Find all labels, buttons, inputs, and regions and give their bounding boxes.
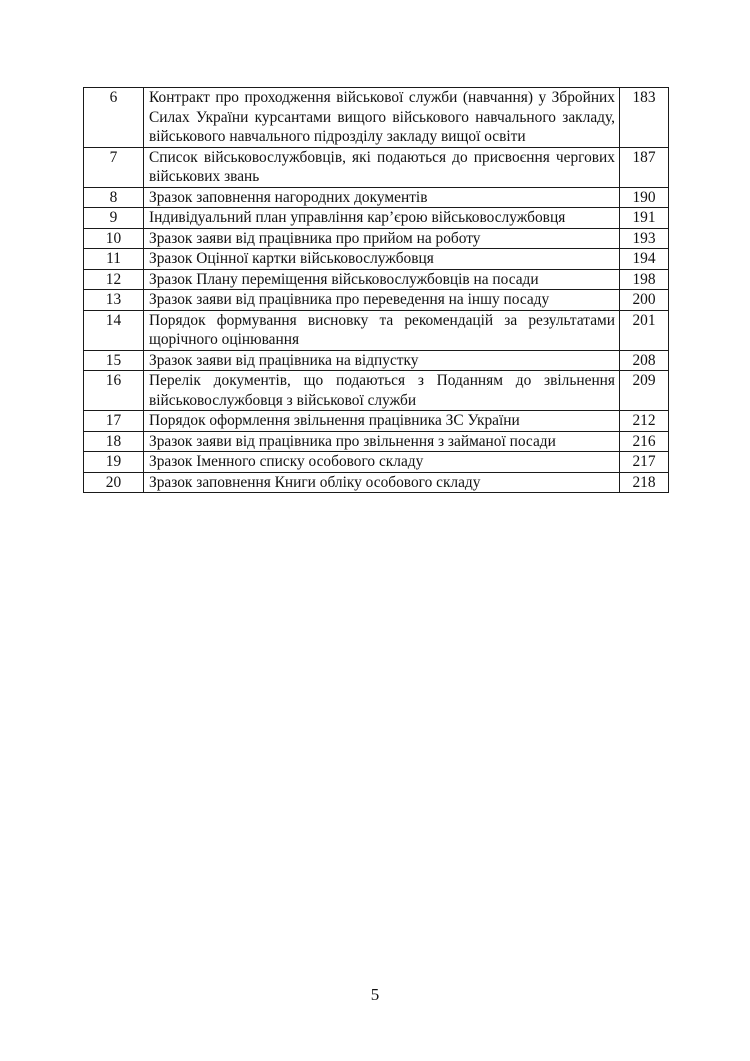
row-page: 218 [620,472,669,493]
row-number: 7 [84,147,144,187]
row-page: 201 [620,310,669,350]
row-page: 194 [620,249,669,270]
row-title: Індивідуальний план управління кар’єрою військовослужбовця [144,208,620,229]
row-number: 14 [84,310,144,350]
row-title: Зразок заяви від працівника на відпустку [144,350,620,371]
row-title: Зразок заяви від працівника про прийом на роботу [144,228,620,249]
row-title: Зразок Іменного списку особового складу [144,452,620,473]
row-title: Зразок Плану переміщення військовослужбовців на посади [144,269,620,290]
row-title: Список військовослужбовців, які подаються до присвоєння чергових військових звань [144,147,620,187]
table-row [84,371,669,411]
row-title: Контракт про проходження військової служби (навчання) у Збройних Силах України курсантами вищого військового навчального закладу, військового навчального підрозділу закладу вищої освіти [144,88,620,148]
row-number: 12 [84,269,144,290]
row-page: 208 [620,350,669,371]
table-row [84,290,669,311]
row-title: Порядок оформлення звільнення працівника ЗС України [144,411,620,432]
row-number: 17 [84,411,144,432]
row-title: Перелік документів, що подаються з Поданням до звільнення військовослужбовця з військової служби [144,371,620,411]
row-title: Зразок заповнення нагородних документів [144,187,620,208]
row-page: 209 [620,371,669,411]
row-number: 11 [84,249,144,270]
table-row [84,187,669,208]
toc-body [84,88,669,493]
row-page: 190 [620,187,669,208]
table-row [84,452,669,473]
row-number: 8 [84,187,144,208]
table-row [84,269,669,290]
row-number: 13 [84,290,144,311]
row-page: 216 [620,431,669,452]
row-number: 19 [84,452,144,473]
row-page: 212 [620,411,669,432]
row-page: 191 [620,208,669,229]
row-page: 217 [620,452,669,473]
row-number: 18 [84,431,144,452]
table-row [84,431,669,452]
page-number: 5 [370,985,380,1004]
table-row [84,350,669,371]
table-row [84,249,669,270]
table-row [84,310,669,350]
table-row [84,472,669,493]
row-title: Зразок Оцінної картки військовослужбовця [144,249,620,270]
row-page: 198 [620,269,669,290]
row-page: 187 [620,147,669,187]
row-title: Порядок формування висновку та рекомендацій за результатами щорічного оцінювання [144,310,620,350]
row-number: 9 [84,208,144,229]
table-row [84,147,669,187]
row-page: 193 [620,228,669,249]
row-number: 20 [84,472,144,493]
table-of-contents [83,87,669,493]
table-row [84,88,669,148]
row-title: Зразок заяви від працівника про переведення на іншу посаду [144,290,620,311]
row-number: 6 [84,88,144,148]
table-row [84,208,669,229]
row-number: 10 [84,228,144,249]
row-title: Зразок заяви від працівника про звільнення з займаної посади [144,431,620,452]
row-number: 15 [84,350,144,371]
table-row [84,411,669,432]
row-page: 183 [620,88,669,148]
table-row [84,228,669,249]
row-title: Зразок заповнення Книги обліку особового складу [144,472,620,493]
row-page: 200 [620,290,669,311]
row-number: 16 [84,371,144,411]
